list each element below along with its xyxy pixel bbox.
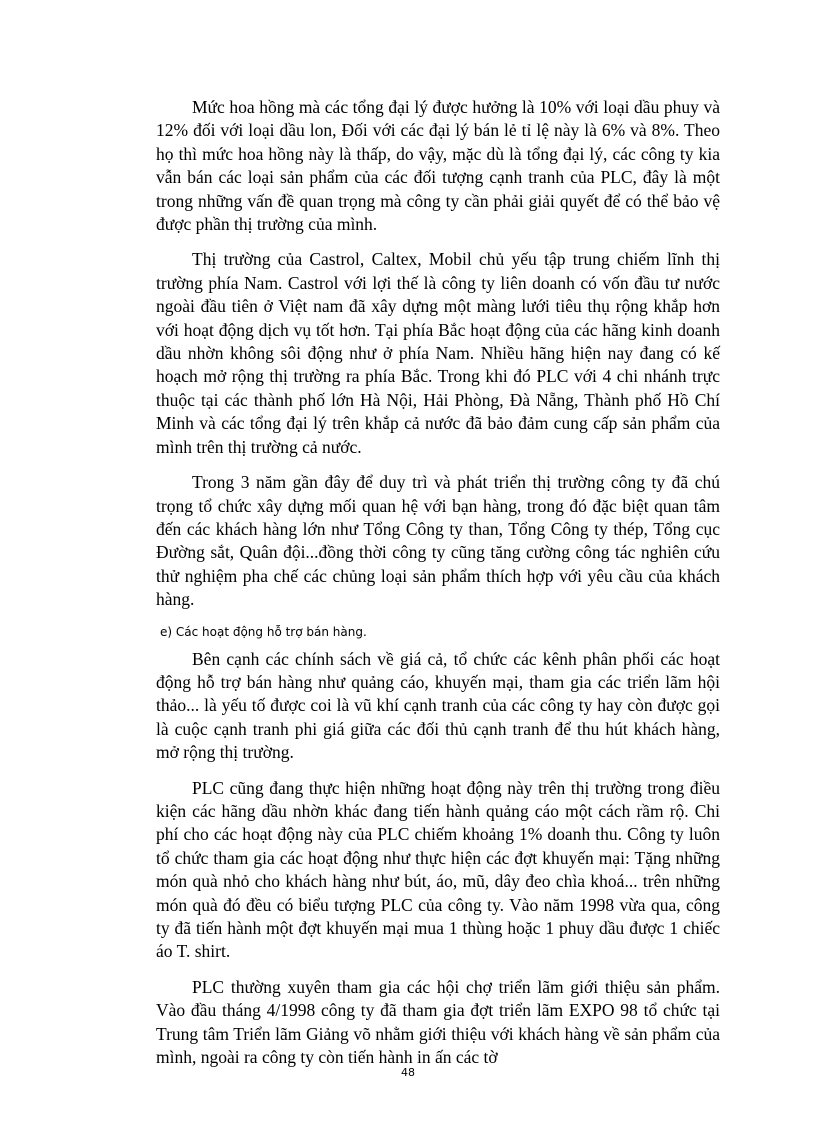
paragraph-sales-support: Bên cạnh các chính sách về giá cả, tổ chức các kênh phân phối các hoạt động hỗ trợ bán hàng như quảng cáo, khuyến mại, tham gia các triển lãm hội thảo... là yếu tố được coi là vũ khí cạnh tranh của các công ty hay còn được gọi là cuộc cạnh tranh phi giá giữa các đối thủ cạnh tranh để thu hút khách hàng, mở rộng thị trường. [156, 648, 720, 763]
paragraph-promotions: PLC cũng đang thực hiện những hoạt động này trên thị trường trong điều kiện các hãng dầu nhờn khác đang tiến hành quảng cáo một cách rầm rộ. Chi phí cho các hoạt động này của PLC chiếm khoảng 1% doanh thu. Công ty luôn tổ chức tham gia các hoạt động như thực hiện các đợt khuyến mại: Tặng những món quà nhỏ cho khách hàng như bút, áo, mũ, dây đeo chìa khoá... trên những món quà đó đều có biểu tượng PLC của công ty. Vào năm 1998 vừa qua, công ty đã tiến hành một đợt khuyến mại mua 1 thùng hoặc 1 phuy dầu được 1 chiếc áo T. shirt. [156, 777, 720, 962]
paragraph-exhibitions: PLC thường xuyên tham gia các hội chợ triển lãm giới thiệu sản phẩm. Vào đầu tháng 4/1998 công ty đã tham gia đợt triển lãm EXPO 98 tổ chức tại Trung tâm Triển lãm Giảng võ nhằm giới thiệu với khách hàng về sản phẩm của mình, ngoài ra công ty còn tiến hành in ấn các tờ [156, 976, 720, 1068]
paragraph-market: Thị trường của Castrol, Caltex, Mobil chủ yếu tập trung chiếm lĩnh thị trường phía Nam. Castrol với lợi thế là công ty liên doanh có vốn đầu tư nước ngoài đầu tiên ở Việt nam đã xây dựng một màng lưới tiêu thụ rộng khắp hơn với hoạt động dịch vụ tốt hơn. Tại phía Bắc hoạt động của các hãng kinh doanh dầu nhờn không sôi động như ở phía Nam. Nhiều hãng hiện nay đang có kế hoạch mở rộng thị trường ra phía Bắc. Trong khi đó PLC với 4 chi nhánh trực thuộc tại các thành phố lớn Hà Nội, Hải Phòng, Đà Nẵng, Thành phố Hồ Chí Minh và các tổng đại lý trên khắp cả nước đã bảo đảm cung cấp sản phẩm của mình trên thị trường cả nước. [156, 249, 720, 457]
page-number: 48 [401, 1066, 415, 1079]
paragraph-commission: Mức hoa hồng mà các tổng đại lý được hưởng là 10% với loại dầu phuy và 12% đối với loại dầu lon, Đối với các đại lý bán lẻ tỉ lệ này là 6% và 8%. Theo họ thì mức hoa hồng này là thấp, do vậy, mặc dù là tổng đại lý, các công ty kia vẫn bán các loại sản phẩm của các đối tượng cạnh tranh của PLC, đây là một trong những vấn đề quan trọng mà công ty cần phải giải quyết để có thể bảo vệ được phần thị trường của mình. [156, 97, 720, 235]
document-page [156, 96, 720, 1081]
section-heading: e) Các hoạt động hỗ trợ bán hàng. [160, 624, 367, 639]
paragraph-customers: Trong 3 năm gần đây để duy trì và phát triển thị trường công ty đã chú trọng tổ chức xây dựng mối quan hệ với bạn hàng, trong đó đặc biệt quan tâm đến các khách hàng lớn như Tổng Công ty than, Tổng Công ty thép, Tổng cục Đường sắt, Quân đội...đồng thời công ty cũng tăng cường công tác nghiên cứu thử nghiệm pha chế các chủng loại sản phẩm thích hợp với yêu cầu của khách hàng. [156, 472, 720, 610]
